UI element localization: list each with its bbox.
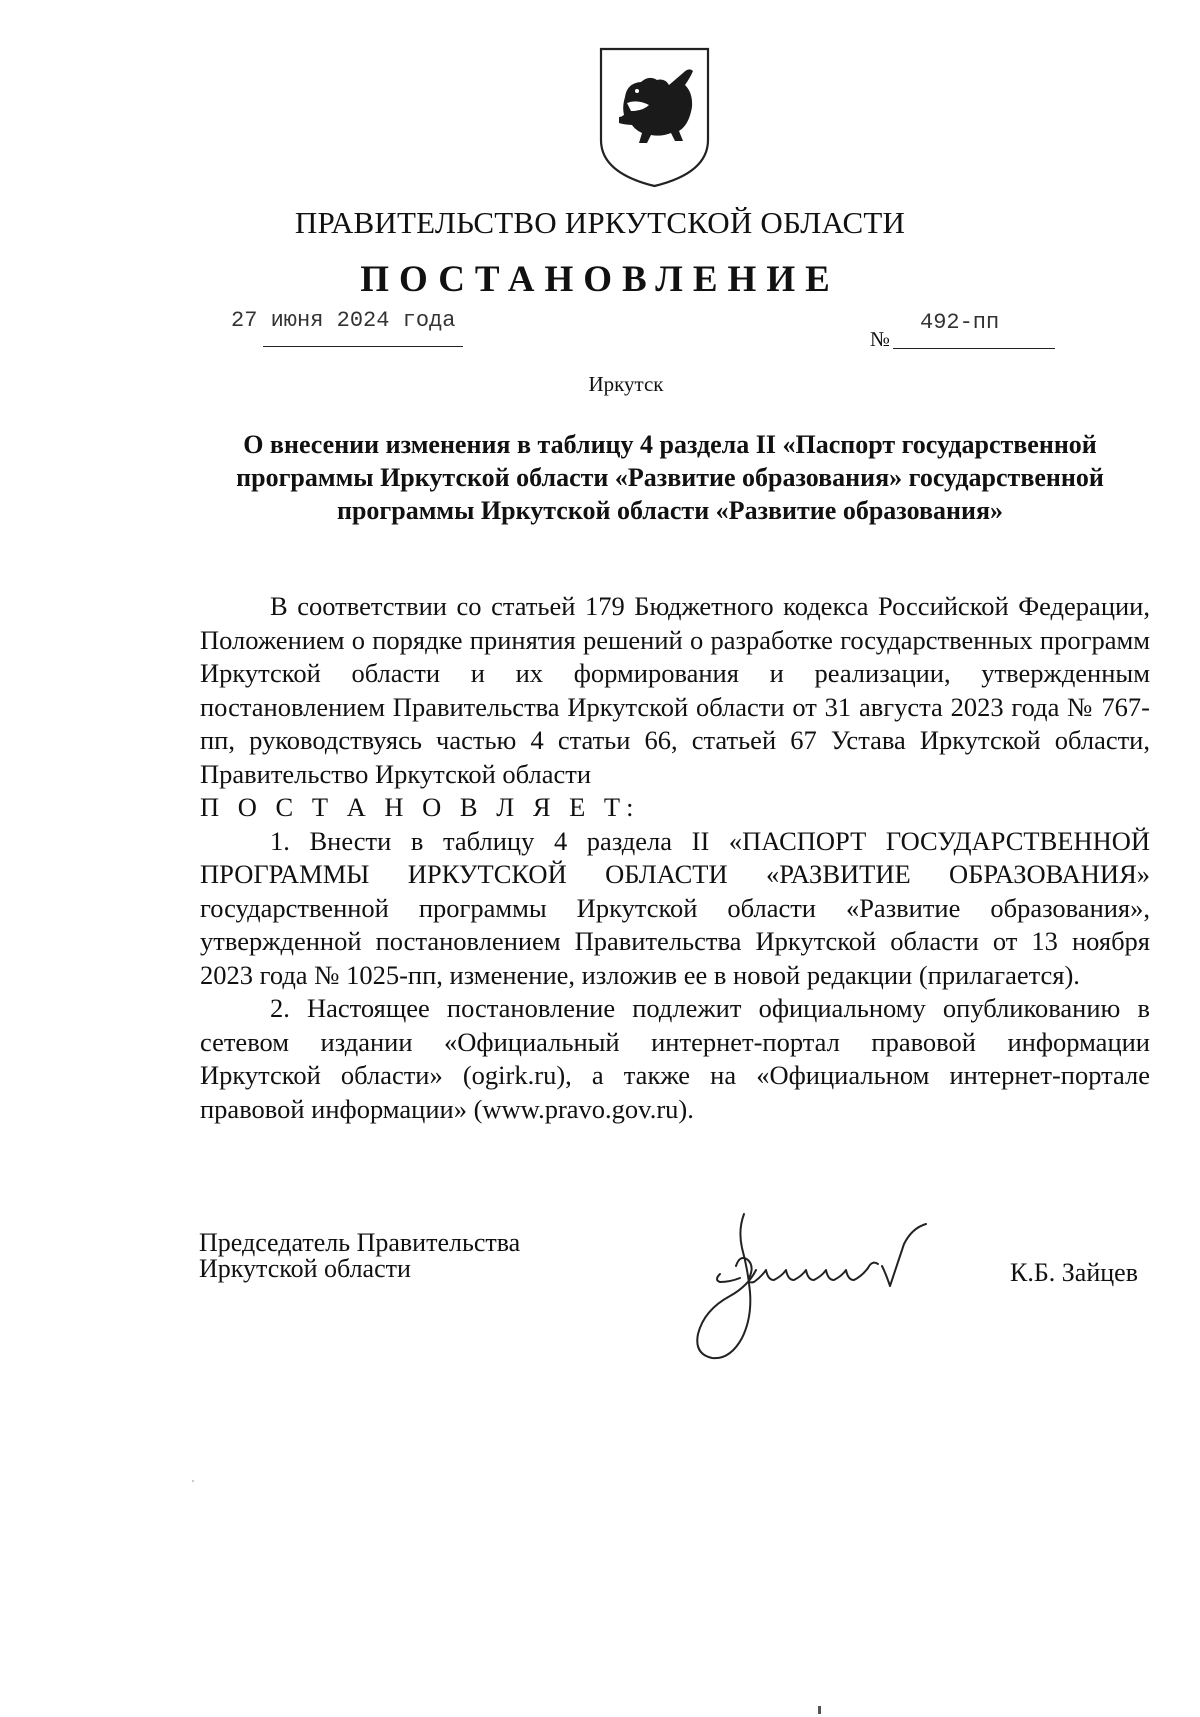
- document-number: 492-пп: [920, 310, 1000, 335]
- item-2-paragraph: 2. Настоящее постановление подлежит официальному опубликованию в сетевом издании «Официальный интернет-портал правовой информации Иркутской области» (ogirk.ru), а также на «Официальном интернет-портале правовой информации» (www.pravo.gov.ru).: [200, 993, 1150, 1124]
- number-sign: №: [870, 327, 891, 351]
- scan-speck: [192, 1480, 194, 1482]
- document-date: 27 июня 2024 года: [231, 308, 456, 333]
- document-title: О внесении изменения в таблицу 4 раздела II «Паспорт государственной программы Иркутской области «Развитие образования» государственной программы Иркутской области «Развитие образования»: [236, 430, 1104, 525]
- signatory-name: К.Б. Зайцев: [1010, 1258, 1138, 1287]
- document-body: [200, 590, 1150, 1126]
- item-1-paragraph: 1. Внести в таблицу 4 раздела II «ПАСПОРТ ГОСУДАРСТВЕННОЙ ПРОГРАММЫ ИРКУТСКОЙ ОБЛАСТИ «РАЗВИТИЕ ОБРАЗОВАНИЯ» государственной программы Иркутской области «Развитие образования», утвержденной постановлением Правительства Иркутской области от 13 ноября 2023 года № 1025-пп, изменение, изложив ее в новой редакции (прилагается).: [200, 825, 1150, 990]
- number-underline: [893, 348, 1055, 349]
- signatory-position-line-2: Иркутской области: [199, 1254, 411, 1283]
- signatory-position: [199, 1230, 520, 1282]
- signatory-position-line-1: Председатель Правительства: [199, 1228, 521, 1257]
- coat-of-arms-icon: [597, 45, 712, 190]
- government-name: ПРАВИТЕЛЬСТВО ИРКУТСКОЙ ОБЛАСТИ: [294, 205, 906, 240]
- city-name: Иркутск: [588, 372, 664, 396]
- document-type: ПОСТАНОВЛЕНИЕ: [360, 259, 840, 300]
- scan-mark: [818, 1706, 821, 1714]
- date-underline: [263, 346, 463, 347]
- handwritten-signature-icon: [690, 1200, 965, 1380]
- preamble-paragraph: В соответствии со статьей 179 Бюджетного кодекса Российской Федерации, Положением о порядке принятия решений о разработке государственных программ Иркутской области и их формирования и реализации, утвержденным постановлением Правительства Иркутской области от 31 августа 2023 года № 767-пп, руководствуясь частью 4 статьи 66, статьей 67 Устава Иркутской области, Правительство Иркутской области: [200, 591, 1150, 789]
- decree-word: П О С Т А Н О В Л Я Е Т:: [200, 792, 640, 822]
